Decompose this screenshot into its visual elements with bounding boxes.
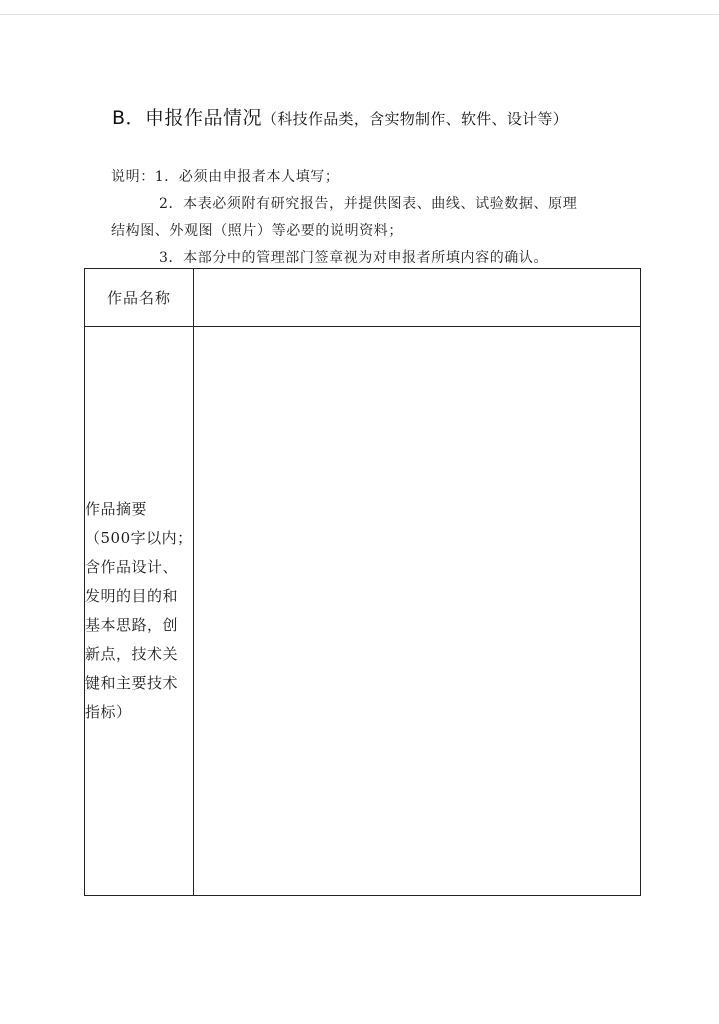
summary-label-line: 指标） [85, 703, 132, 721]
instruction-line-2-continued: 结构图、外观图（照片）等必要的说明资料； [111, 223, 403, 239]
instruction-line-3: 3．本部分中的管理部门签章视为对申报者所填内容的确认。 [159, 250, 549, 266]
summary-label-line: 键和主要技术 [85, 674, 179, 692]
page-top-edge [0, 14, 719, 15]
application-form-table [84, 268, 641, 896]
section-title-main: B．申报作品情况 [112, 107, 263, 129]
work-summary-field[interactable] [194, 327, 641, 896]
summary-label-line: 发明的目的和 [85, 587, 179, 605]
summary-label-line: （500字以内； [85, 529, 193, 547]
work-summary-row [85, 327, 641, 896]
instruction-line-2: 2．本表必须附有研究报告，并提供图表、曲线、试验数据、原理 [159, 196, 578, 212]
section-title-subtitle: （科技作品类，含实物制作、软件、设计等） [262, 110, 569, 128]
work-name-label: 作品名称 [85, 269, 194, 327]
summary-label-line: 基本思路，创 [85, 616, 179, 634]
work-name-row [85, 269, 641, 327]
instruction-line-1: 说明：1．必须由申报者本人填写； [111, 169, 340, 185]
summary-label-line: 作品摘要 [85, 500, 148, 518]
work-name-field[interactable] [194, 269, 641, 327]
work-summary-label [85, 327, 194, 896]
summary-label-line: 新点，技术关 [85, 645, 179, 663]
section-title [112, 103, 568, 130]
summary-label-line: 含作品设计、 [85, 558, 179, 576]
